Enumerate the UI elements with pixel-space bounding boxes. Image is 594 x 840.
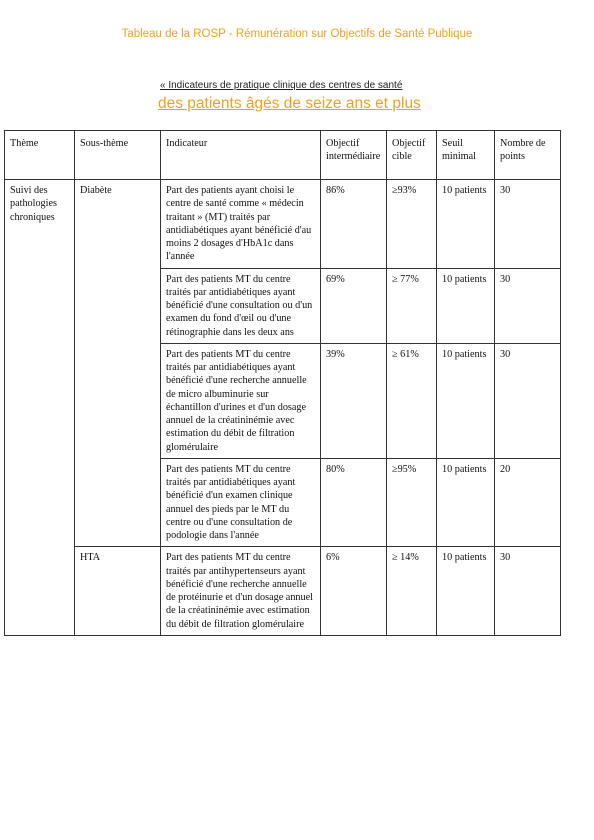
indicator-cell: Part des patients MT du centre traités par antihypertenseurs ayant bénéficié d'une recherche annuelle de protéinurie et d'un dosage annuel de la créatininémie avec estimation du débit de filtration glomérulaire bbox=[161, 547, 321, 636]
intermediate-objective-cell: 69% bbox=[321, 268, 387, 343]
column-header-points: Nombre de points bbox=[495, 131, 561, 180]
table-header-row bbox=[5, 131, 561, 180]
column-header-subtheme: Sous-thème bbox=[75, 131, 161, 180]
subtitle-line-2: des patients âgés de seize ans et plus bbox=[158, 95, 421, 112]
points-cell: 30 bbox=[495, 268, 561, 343]
minimum-threshold-cell: 10 patients bbox=[437, 547, 495, 636]
intermediate-objective-cell: 39% bbox=[321, 343, 387, 458]
table-row bbox=[5, 547, 561, 636]
points-cell: 30 bbox=[495, 180, 561, 269]
minimum-threshold-cell: 10 patients bbox=[437, 180, 495, 269]
minimum-threshold-cell: 10 patients bbox=[437, 268, 495, 343]
theme-cell: Suivi des pathologies chroniques bbox=[5, 180, 75, 636]
intermediate-objective-cell: 86% bbox=[321, 180, 387, 269]
intermediate-objective-cell: 6% bbox=[321, 547, 387, 636]
target-objective-cell: ≥95% bbox=[387, 458, 437, 547]
subtheme-cell-hta: HTA bbox=[75, 547, 161, 636]
rosp-indicators-table bbox=[4, 130, 561, 636]
indicator-cell: Part des patients MT du centre traités par antidiabétiques ayant bénéficié d'un examen clinique annuel des pieds par le MT du centre ou d'une consultation de podologie dans l'année bbox=[161, 458, 321, 547]
subtheme-cell-diabete: Diabète bbox=[75, 180, 161, 547]
minimum-threshold-cell: 10 patients bbox=[437, 343, 495, 458]
table-row bbox=[5, 180, 561, 269]
column-header-indicator: Indicateur bbox=[161, 131, 321, 180]
column-header-theme: Thème bbox=[5, 131, 75, 180]
column-header-target-objective: Objectif cible bbox=[387, 131, 437, 180]
target-objective-cell: ≥93% bbox=[387, 180, 437, 269]
subtitle-line-1: « Indicateurs de pratique clinique des centres de santé bbox=[160, 80, 403, 91]
indicator-cell: Part des patients MT du centre traités par antidiabétiques ayant bénéficié d'une recherche annuelle de micro albuminurie sur échantillon d'urines et d'un dosage annuel de la créatininémie avec estimation du débit de filtration glomérulaire bbox=[161, 343, 321, 458]
document-title: Tableau de la ROSP - Rémunération sur Objectifs de Santé Publique bbox=[121, 28, 473, 40]
target-objective-cell: ≥ 14% bbox=[387, 547, 437, 636]
column-header-intermediate-objective: Objectif intermédiaire bbox=[321, 131, 387, 180]
minimum-threshold-cell: 10 patients bbox=[437, 458, 495, 547]
target-objective-cell: ≥ 61% bbox=[387, 343, 437, 458]
column-header-minimum-threshold: Seuil minimal bbox=[437, 131, 495, 180]
intermediate-objective-cell: 80% bbox=[321, 458, 387, 547]
points-cell: 30 bbox=[495, 343, 561, 458]
indicator-cell: Part des patients MT du centre traités par antidiabétiques ayant bénéficié d'une consultation ou d'un examen du fond d'œil ou d'une rétinographie dans les deux ans bbox=[161, 268, 321, 343]
points-cell: 20 bbox=[495, 458, 561, 547]
target-objective-cell: ≥ 77% bbox=[387, 268, 437, 343]
points-cell: 30 bbox=[495, 547, 561, 636]
indicator-cell: Part des patients ayant choisi le centre de santé comme « médecin traitant » (MT) traités par antidiabétiques ayant bénéficié d'au moins 2 dosages d'HbA1c dans l'année bbox=[161, 180, 321, 269]
